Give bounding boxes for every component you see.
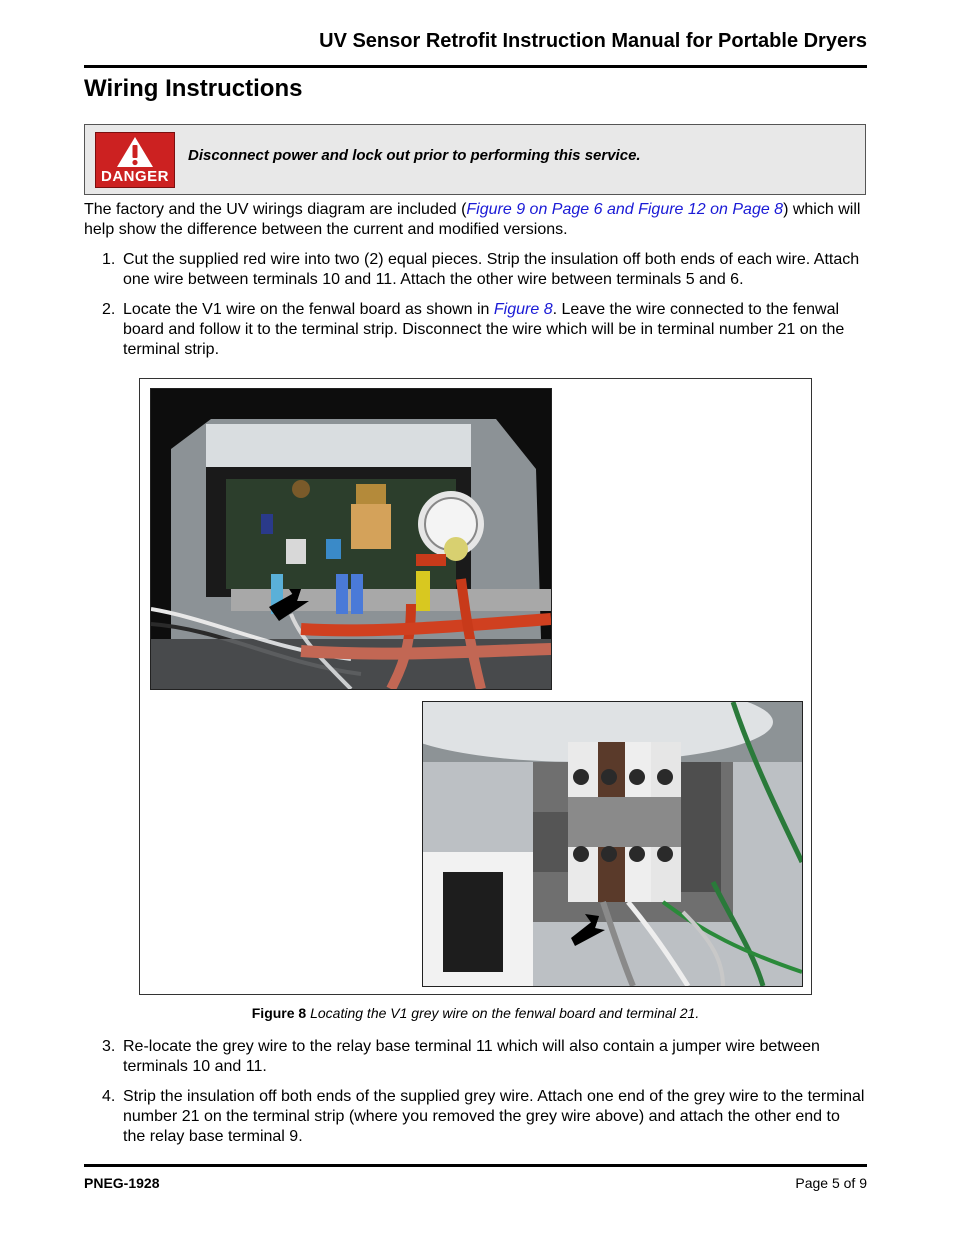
warning-triangle-icon [116, 136, 154, 168]
danger-sign [95, 132, 175, 188]
header-rule [84, 65, 867, 68]
footer-rule [84, 1164, 867, 1167]
step-number: 2. [102, 301, 116, 318]
fenwal-board-photo [150, 388, 552, 690]
step-item [102, 1037, 866, 1077]
document-title: UV Sensor Retrofit Instruction Manual for Portable Dryers [319, 30, 867, 52]
figure-8-link[interactable]: Figure 8 [493, 301, 553, 318]
figure-caption [84, 1005, 867, 1021]
figure-8-frame [139, 378, 812, 995]
step-number: 1. [102, 251, 116, 268]
step-item [102, 1087, 866, 1147]
step-text [123, 300, 866, 360]
figure-label: Figure 8 [251, 1005, 307, 1021]
step-text-before: Locate the V1 wire on the fenwal board as shown in [123, 301, 494, 318]
document-number: PNEG-1928 [84, 1175, 160, 1191]
step-item [102, 300, 866, 360]
page-number: Page 5 of 9 [795, 1175, 867, 1191]
step-item [102, 250, 866, 290]
danger-notice [84, 124, 866, 195]
terminal-strip-photo [422, 701, 803, 987]
danger-text: Disconnect power and lock out prior to performing this service. [188, 147, 641, 164]
step-number: 3. [102, 1038, 116, 1055]
step-text: Re-locate the grey wire to the relay base terminal 11 which will also contain a jumper wire between terminals 10 and 11. [123, 1038, 820, 1075]
step-text-after: . Leave the wire connected to the fenwal board and follow it to the terminal strip. Disconnect the wire which will be in terminal number 21 on the terminal strip. [123, 301, 845, 358]
section-title: Wiring Instructions [84, 75, 303, 102]
intro-text-after: ) which will help show the difference between the current and modified versions. [84, 201, 861, 238]
intro-text-before: The factory and the UV wirings diagram are included ( [84, 201, 467, 218]
danger-label: DANGER [100, 168, 169, 185]
figure-caption-text: Locating the V1 grey wire on the fenwal board and terminal 21. [306, 1005, 700, 1021]
step-text: Strip the insulation off both ends of the supplied grey wire. Attach one end of the grey wire to the terminal number 21 on the terminal strip (where you removed the grey wire above) and attach the other end to the relay base terminal 9. [123, 1088, 865, 1145]
step-text: Cut the supplied red wire into two (2) equal pieces. Strip the insulation off both ends of each wire. Attach one wire between terminals 10 and 11. Attach the other wire between terminals 5 and 6. [123, 251, 860, 288]
intro-paragraph [84, 200, 867, 240]
step-number: 4. [102, 1088, 116, 1105]
figure-reference-link[interactable]: Figure 9 on Page 6 and Figure 12 on Page 8 [466, 201, 784, 218]
